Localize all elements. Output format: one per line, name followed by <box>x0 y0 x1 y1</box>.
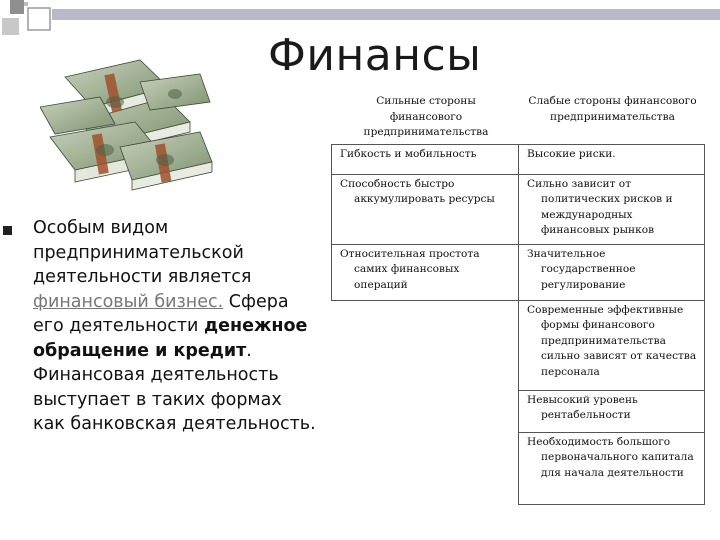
strength-cell: Способность быстро аккумулировать ресурсы <box>332 174 519 244</box>
table-row <box>332 390 705 432</box>
weakness-cell: Сильно зависит от политических рисков и международных финансовых рынков <box>519 174 705 244</box>
empty-cell <box>332 432 519 504</box>
bullet-bold-text: денежное обращение и кредит <box>33 316 308 361</box>
weakness-cell: Значительное государственное регулирование <box>519 244 705 300</box>
weakness-cell: Высокие риски. <box>519 144 705 174</box>
header-weaknesses: Слабые стороны финансового предпринимательства <box>528 95 697 123</box>
square-bullet-icon <box>3 226 12 235</box>
weakness-cell: Невысокий уровень рентабельности <box>519 390 705 432</box>
empty-cell <box>332 300 519 390</box>
financial-business-link[interactable]: финансовый бизнес. <box>33 291 224 312</box>
slide-title: Финансы <box>268 30 482 81</box>
table-row <box>332 244 705 300</box>
corner-squares-icon <box>0 0 70 40</box>
bullet-text-part3: . Финансовая деятельность выступает в таких формах как банковская деятельность. <box>33 340 316 434</box>
bullet-text-part2: Сфера его деятельности <box>33 291 289 336</box>
table-row <box>332 174 705 244</box>
bullet-text <box>33 216 318 437</box>
table-row <box>332 300 705 390</box>
top-decorative-bar <box>52 9 720 20</box>
bullet-text-part1: Особым видом предпринимательской деятельности является <box>33 218 252 287</box>
table-row <box>332 144 705 174</box>
empty-cell <box>332 390 519 432</box>
weakness-cell: Современные эффективные формы финансового предпринимательства сильно зависят от качества персонала <box>519 300 705 390</box>
weakness-cell: Необходимость большого первоначального капитала для начала деятельности <box>519 432 705 504</box>
money-stack-icon <box>40 52 215 192</box>
comparison-table <box>331 86 705 505</box>
strength-cell: Гибкость и мобильность <box>332 144 519 174</box>
header-strengths: Сильные стороны финансового предпринимательства <box>363 95 489 138</box>
table-row <box>332 432 705 504</box>
table-header-row <box>332 86 705 144</box>
strength-cell: Относительная простота самих финансовых операций <box>332 244 519 300</box>
